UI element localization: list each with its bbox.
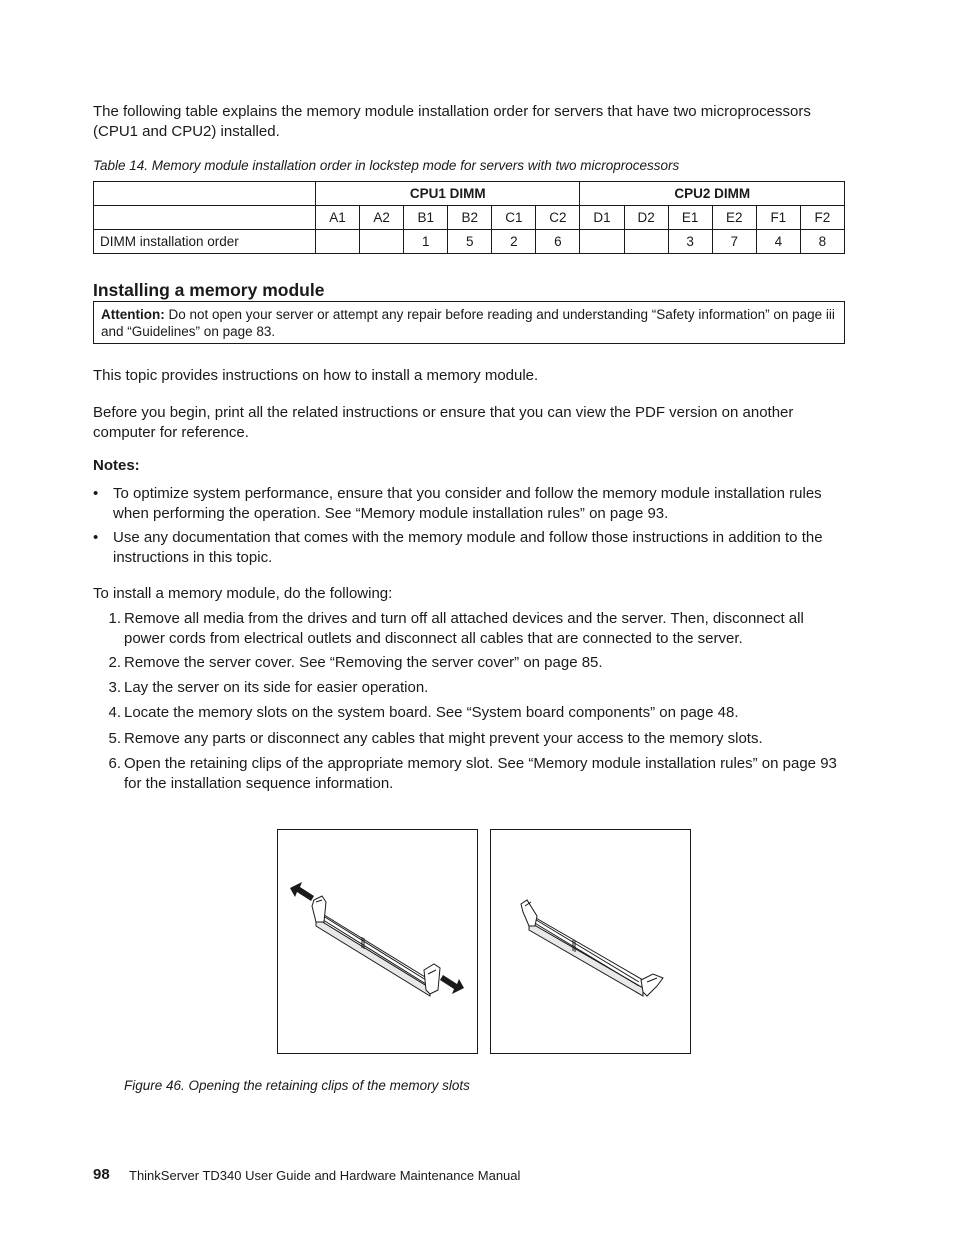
slot-header: C2 [536,206,580,230]
slot-header: A2 [360,206,404,230]
step-text: Lay the server on its side for easier operation. [124,679,429,696]
table-empty-cell [94,182,316,206]
step-number: 4. [108,704,121,721]
slot-header: F1 [756,206,800,230]
bullet-icon: • [93,529,99,546]
left-arrow-icon [290,882,314,901]
order-cell: 6 [536,230,580,254]
step-number: 3. [108,679,121,696]
step-text: Remove any parts or disconnect any cables that might prevent your access to the memory slots. [124,730,763,747]
slot-header: A1 [316,206,360,230]
bullet-icon: • [93,485,99,502]
order-cell [624,230,668,254]
right-arrow-icon [440,975,464,994]
slot-header: B2 [448,206,492,230]
slot-header: E2 [712,206,756,230]
slot-header: D1 [580,206,624,230]
attention-box [93,301,845,344]
order-cell: 1 [404,230,448,254]
section-title: Installing a memory module [93,280,325,300]
table-order-row [94,230,845,254]
page-number: 98 [93,1166,110,1183]
step-text: Remove all media from the drives and turn off all attached devices and the server. Then, disconnect all power cords from electrical outlets and disconnect all cables that are connected to the server. [124,610,804,647]
cpu2-dimm-header: CPU2 DIMM [580,182,845,206]
footer-title: ThinkServer TD340 User Guide and Hardware Maintenance Manual [129,1168,521,1183]
figure-caption: Figure 46. Opening the retaining clips of the memory slots [124,1078,470,1093]
slot-header: C1 [492,206,536,230]
order-cell: 4 [756,230,800,254]
order-cell: 5 [448,230,492,254]
cpu1-dimm-header: CPU1 DIMM [316,182,580,206]
table-caption: Table 14. Memory module installation order in lockstep mode for servers with two microprocessors [93,158,680,173]
table-slot-row [94,206,845,230]
note-text: Use any documentation that comes with the memory module and follow those instructions in addition to the instructions in this topic. [113,529,823,566]
order-cell [360,230,404,254]
step-number: 6. [108,755,121,772]
step-number: 1. [108,610,121,627]
step-number: 2. [108,654,121,671]
order-cell: 2 [492,230,536,254]
order-cell [580,230,624,254]
note-text: To optimize system performance, ensure that you consider and follow the memory module installation rules when performing the operation. See “Memory module installation rules” on page 93. [113,485,822,522]
table-group-header-row [94,182,845,206]
step-text: Open the retaining clips of the appropriate memory slot. See “Memory module installation rules” on page 93 for the installation sequence information. [124,755,837,792]
order-cell [316,230,360,254]
attention-label: Attention: [101,307,165,322]
slot-header: F2 [800,206,844,230]
slot-header: B1 [404,206,448,230]
figure-panel-opening-clips [277,829,478,1054]
order-cell: 8 [800,230,844,254]
order-cell: 3 [668,230,712,254]
memory-slot-open-clips-illustration [278,830,477,1053]
table-empty-cell [94,206,316,230]
slot-header: D2 [624,206,668,230]
steps-intro: To install a memory module, do the following: [93,585,393,602]
figure-panel-clips-open [490,829,691,1054]
memory-install-order-table [93,181,845,254]
step-number: 5. [108,730,121,747]
notes-title: Notes: [93,457,140,474]
intro-paragraph: The following table explains the memory module installation order for servers that have two microprocessors (CPU1 and CPU2) installed. [93,103,811,140]
memory-slot-illustration [491,830,690,1053]
slot-header: E1 [668,206,712,230]
before-you-begin-paragraph: Before you begin, print all the related instructions or ensure that you can view the PDF version on another computer for reference. [93,404,794,441]
step-text: Remove the server cover. See “Removing the server cover” on page 85. [124,654,603,671]
attention-text: Do not open your server or attempt any repair before reading and understanding “Safety information” on page iii and “Guidelines” on page 83. [101,307,835,339]
order-cell: 7 [712,230,756,254]
topic-paragraph: This topic provides instructions on how to install a memory module. [93,367,539,384]
row-label: DIMM installation order [94,230,316,254]
step-text: Locate the memory slots on the system board. See “System board components” on page 48. [124,704,739,721]
